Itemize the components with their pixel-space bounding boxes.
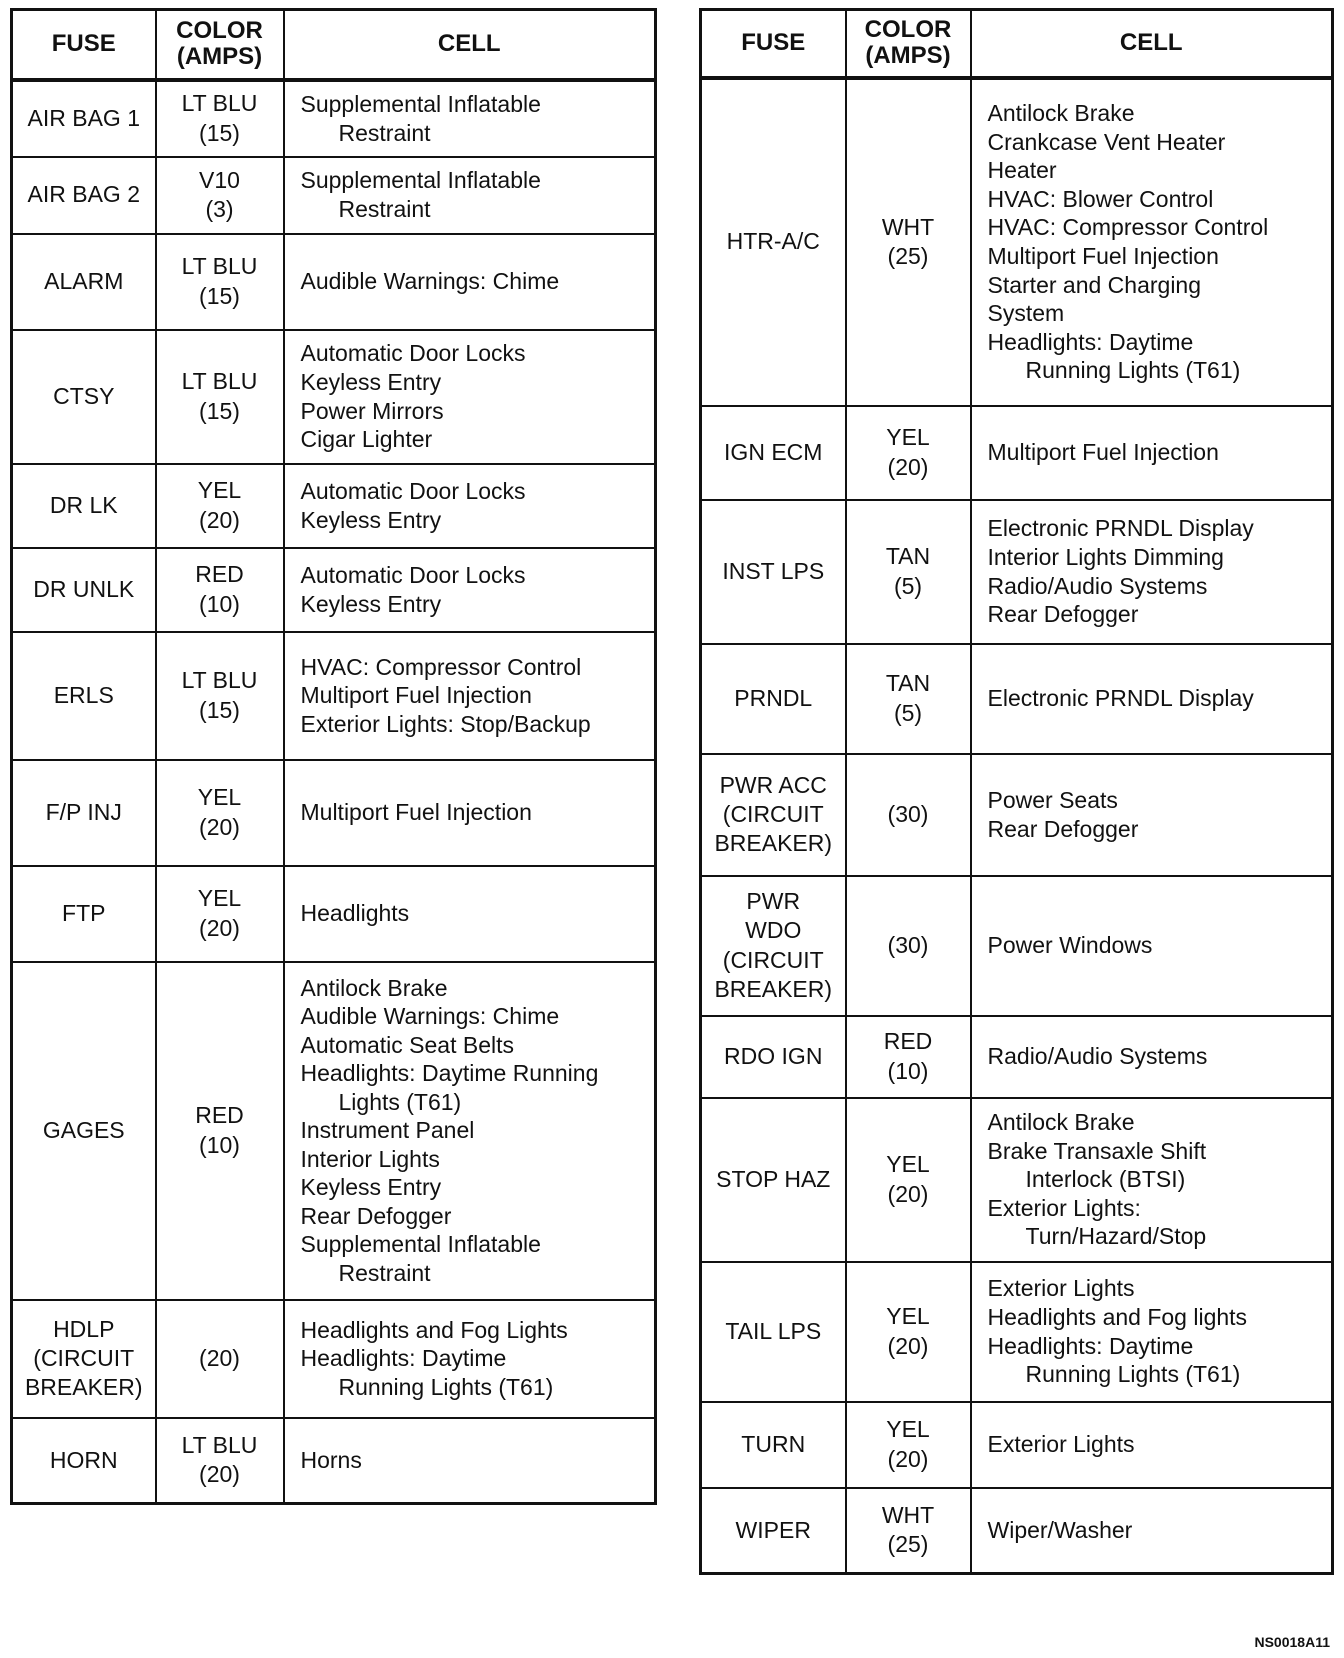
header-cell-label: CELL xyxy=(1119,29,1183,57)
circuit-text: Antilock Brake xyxy=(987,100,1135,127)
circuit-text-continued: Restraint xyxy=(338,1259,431,1286)
header-fuse-label: FUSE xyxy=(741,29,806,57)
circuit-text: Instrument Panel xyxy=(300,1117,475,1144)
color-amps-cell xyxy=(156,866,284,962)
circuit-item xyxy=(301,1145,649,1174)
color-amps: YEL (20) xyxy=(197,784,242,840)
header-cell xyxy=(284,10,656,80)
circuit-list-cell xyxy=(971,500,1333,644)
circuit-item xyxy=(301,425,649,454)
circuit-text: Multiport Fuel Injection xyxy=(300,682,532,709)
circuit-item xyxy=(988,931,1326,960)
fuse-name-cell xyxy=(12,330,156,464)
circuit-item xyxy=(301,368,649,397)
circuit-text: Automatic Door Locks xyxy=(300,340,526,367)
color-amps: TAN (5) xyxy=(885,543,931,599)
circuit-text: Interior Lights xyxy=(300,1145,440,1172)
circuit-item xyxy=(301,1031,649,1060)
header-color xyxy=(846,10,971,78)
circuit-text: Power Seats xyxy=(987,786,1118,813)
circuit-item xyxy=(301,90,649,147)
circuit-text: Cigar Lighter xyxy=(300,426,433,453)
color-amps-cell xyxy=(156,464,284,548)
table-row xyxy=(12,234,656,330)
color-amps-cell xyxy=(156,760,284,866)
table-row xyxy=(12,760,656,866)
fuse-name-cell xyxy=(12,962,156,1300)
fuse-name-cell xyxy=(12,632,156,760)
fuse-name: ERLS xyxy=(53,681,114,708)
circuit-item xyxy=(301,653,649,682)
fuse-name-cell xyxy=(701,1262,846,1402)
color-amps-cell xyxy=(156,80,284,157)
table-row xyxy=(12,1300,656,1418)
fuse-name-cell xyxy=(701,1402,846,1488)
circuit-text: Exterior Lights: Stop/Backup xyxy=(300,710,591,737)
fuse-name-cell xyxy=(12,234,156,330)
color-amps-cell xyxy=(156,632,284,760)
color-amps: RED (10) xyxy=(195,561,244,617)
right-table-body xyxy=(701,78,1333,1574)
circuit-item xyxy=(988,1430,1326,1459)
circuit-item xyxy=(301,974,649,1003)
circuit-text: Multiport Fuel Injection xyxy=(987,243,1219,269)
table-row xyxy=(12,548,656,632)
circuit-text: Rear Defogger xyxy=(987,815,1139,842)
color-amps: (30) xyxy=(887,800,929,827)
color-amps-cell xyxy=(846,406,971,500)
circuit-text: Radio/Audio Systems xyxy=(987,572,1208,599)
color-amps-cell xyxy=(846,78,971,406)
color-amps: LT BLU (15) xyxy=(181,90,258,146)
circuit-item xyxy=(988,1108,1326,1137)
fuse-name: HDLP (CIRCUIT BREAKER) xyxy=(24,1315,143,1401)
color-amps: RED (10) xyxy=(883,1028,933,1084)
table-row xyxy=(12,157,656,234)
circuit-text: Power Windows xyxy=(987,932,1153,959)
header-fuse xyxy=(12,10,156,80)
left-table-body xyxy=(12,80,656,1504)
circuit-item xyxy=(301,166,649,223)
circuit-text: Headlights: Daytime xyxy=(987,328,1194,355)
circuit-list-cell xyxy=(284,157,656,234)
circuit-text: Radio/Audio Systems xyxy=(987,1043,1208,1070)
circuit-item xyxy=(988,1332,1326,1389)
fuse-name: GAGES xyxy=(42,1116,125,1143)
circuit-text: Audible Warnings: Chime xyxy=(300,1003,560,1030)
circuit-text: Supplemental Inflatable xyxy=(300,90,541,117)
table-row xyxy=(701,78,1333,406)
header-cell xyxy=(971,10,1333,78)
circuit-item xyxy=(301,899,649,928)
fuse-name: F/P INJ xyxy=(45,798,122,825)
fuse-name: PWR WDO (CIRCUIT BREAKER) xyxy=(714,888,833,1002)
color-amps: WHT (25) xyxy=(881,213,935,269)
color-amps: YEL (20) xyxy=(886,1303,930,1359)
fuse-name: STOP HAZ xyxy=(716,1165,831,1192)
fuse-name-cell xyxy=(701,500,846,644)
circuit-item xyxy=(988,684,1326,713)
table-row xyxy=(701,1262,1333,1402)
header-color xyxy=(156,10,284,80)
circuit-list-cell xyxy=(971,754,1333,876)
fuse-name: CTSY xyxy=(53,382,115,409)
circuit-item xyxy=(988,128,1326,157)
circuit-text-continued: Restraint xyxy=(338,119,431,146)
circuit-item xyxy=(988,600,1326,629)
table-row xyxy=(12,464,656,548)
circuit-item xyxy=(988,185,1326,214)
fuse-name-cell xyxy=(12,866,156,962)
circuit-item xyxy=(301,1202,649,1231)
color-amps: V10 (3) xyxy=(199,166,240,222)
color-amps-cell xyxy=(846,876,971,1016)
circuit-item xyxy=(988,438,1326,467)
table-row xyxy=(12,962,656,1300)
circuit-list-cell xyxy=(971,876,1333,1016)
circuit-text: Rear Defogger xyxy=(987,601,1139,628)
circuit-text: HVAC: Compressor Control xyxy=(300,653,582,680)
fuse-name-cell xyxy=(701,754,846,876)
header-fuse-label: FUSE xyxy=(51,30,116,58)
color-amps-cell xyxy=(846,1098,971,1262)
color-amps-cell xyxy=(846,1016,971,1098)
circuit-item xyxy=(988,815,1326,844)
circuit-item xyxy=(988,213,1326,242)
circuit-list-cell xyxy=(284,632,656,760)
fuse-name-cell xyxy=(12,80,156,157)
color-amps: (20) xyxy=(199,1344,240,1371)
circuit-list-cell xyxy=(284,234,656,330)
table-row xyxy=(701,1016,1333,1098)
circuit-text: Keyless Entry xyxy=(300,1174,442,1201)
circuit-text: Electronic PRNDL Display xyxy=(987,515,1254,542)
color-amps-cell xyxy=(846,644,971,754)
circuit-list-cell xyxy=(284,866,656,962)
color-amps: TAN (5) xyxy=(885,670,931,726)
color-amps: LT BLU (15) xyxy=(181,667,258,723)
circuit-text-continued: Lights (T61) xyxy=(338,1088,462,1115)
circuit-list-cell xyxy=(284,80,656,157)
circuit-item xyxy=(301,681,649,710)
fuse-name: AIR BAG 1 xyxy=(27,104,140,131)
circuit-item xyxy=(301,1446,649,1475)
table-row xyxy=(701,876,1333,1016)
fuse-name: HTR-A/C xyxy=(726,228,820,255)
circuit-text: Brake Transaxle Shift xyxy=(987,1137,1207,1164)
circuit-text: Heater xyxy=(987,157,1057,184)
diagram-code: NS0018A11 xyxy=(1254,1634,1330,1650)
circuit-item xyxy=(301,1002,649,1031)
fuse-name: IGN ECM xyxy=(724,438,823,465)
fuse-name-cell xyxy=(12,1300,156,1418)
fuse-name: TURN xyxy=(741,1430,806,1457)
circuit-item xyxy=(988,572,1326,601)
fuse-name: HORN xyxy=(49,1446,118,1473)
circuit-text: HVAC: Blower Control xyxy=(987,185,1214,212)
fuse-name: INST LPS xyxy=(722,557,825,584)
table-row xyxy=(12,632,656,760)
circuit-text: Headlights: Daytime xyxy=(300,1345,507,1372)
circuit-item xyxy=(301,397,649,426)
circuit-text: Antilock Brake xyxy=(987,1109,1135,1136)
circuit-text: Supplemental Inflatable xyxy=(300,167,541,194)
fuse-name-cell xyxy=(12,760,156,866)
table-row xyxy=(701,1098,1333,1262)
header-row xyxy=(701,10,1333,78)
circuit-text: Exterior Lights xyxy=(987,1431,1135,1458)
fuse-name-cell xyxy=(12,548,156,632)
circuit-item xyxy=(301,1059,649,1116)
circuit-text: Horns xyxy=(300,1446,362,1473)
circuit-item xyxy=(301,590,649,619)
circuit-item xyxy=(988,1274,1326,1303)
fuse-name-cell xyxy=(701,78,846,406)
fuse-name-cell xyxy=(701,644,846,754)
circuit-text: Wiper/Washer xyxy=(987,1516,1133,1543)
table-row xyxy=(701,1488,1333,1574)
fuse-name-cell xyxy=(12,464,156,548)
circuit-text: Headlights and Fog Lights xyxy=(300,1316,568,1343)
circuit-text-continued: Running Lights (T61) xyxy=(1025,357,1241,384)
color-amps-cell xyxy=(846,1262,971,1402)
circuit-item xyxy=(301,339,649,368)
circuit-item xyxy=(988,1303,1326,1332)
circuit-item xyxy=(988,328,1326,385)
circuit-item xyxy=(988,786,1326,815)
circuit-item xyxy=(988,1516,1326,1545)
circuit-text: Supplemental Inflatable xyxy=(300,1231,541,1258)
circuit-text: HVAC: Compressor Control xyxy=(987,214,1269,241)
circuit-list-cell xyxy=(284,330,656,464)
color-amps: YEL (20) xyxy=(886,1151,930,1207)
color-amps: YEL (20) xyxy=(886,424,930,480)
circuit-text: Keyless Entry xyxy=(300,590,442,617)
color-amps: RED (10) xyxy=(195,1102,244,1158)
circuit-text: Automatic Seat Belts xyxy=(300,1031,514,1058)
circuit-text: Multiport Fuel Injection xyxy=(300,799,532,826)
circuit-text: Audible Warnings: Chime xyxy=(300,268,560,295)
fuse-name-cell xyxy=(12,1418,156,1504)
circuit-item xyxy=(301,710,649,739)
table-row xyxy=(12,1418,656,1504)
circuit-item xyxy=(301,561,649,590)
table-row xyxy=(701,644,1333,754)
color-amps: YEL (20) xyxy=(197,885,242,941)
color-amps: LT BLU (15) xyxy=(181,368,258,424)
fuse-name: DR UNLK xyxy=(33,575,135,602)
color-amps-cell xyxy=(846,1402,971,1488)
fuse-table-left xyxy=(10,8,657,1505)
fuse-name: PWR ACC (CIRCUIT BREAKER) xyxy=(714,771,833,857)
circuit-text: Multiport Fuel Injection xyxy=(987,439,1219,466)
table-row xyxy=(701,500,1333,644)
fuse-name-cell xyxy=(701,1098,846,1262)
circuit-list-cell xyxy=(971,1402,1333,1488)
table-row xyxy=(12,330,656,464)
fuse-name: TAIL LPS xyxy=(725,1317,822,1344)
circuit-text: Starter and Charging xyxy=(987,271,1202,298)
color-amps-cell xyxy=(846,500,971,644)
table-row xyxy=(701,754,1333,876)
circuit-list-cell xyxy=(284,962,656,1300)
color-amps: (30) xyxy=(887,931,929,958)
circuit-text: Automatic Door Locks xyxy=(300,561,526,588)
fuse-name: PRNDL xyxy=(734,684,813,711)
circuit-item xyxy=(301,1230,649,1287)
table-row xyxy=(701,406,1333,500)
circuit-list-cell xyxy=(971,406,1333,500)
color-amps-cell xyxy=(156,330,284,464)
circuit-item xyxy=(301,798,649,827)
circuit-text: Headlights and Fog lights xyxy=(987,1303,1248,1330)
circuit-text: Headlights: Daytime Running xyxy=(300,1060,599,1087)
circuit-text: Rear Defogger xyxy=(300,1202,452,1229)
circuit-text-continued: Interlock (BTSI) xyxy=(1025,1166,1186,1193)
circuit-item xyxy=(301,1344,649,1401)
circuit-text: Power Mirrors xyxy=(300,397,444,424)
fuse-name: WIPER xyxy=(735,1516,811,1543)
fuse-name: ALARM xyxy=(44,267,124,294)
color-amps-cell xyxy=(156,234,284,330)
circuit-text: Headlights xyxy=(300,900,410,927)
circuit-item xyxy=(301,1316,649,1345)
color-amps-cell xyxy=(156,962,284,1300)
color-amps: LT BLU (20) xyxy=(181,1432,258,1488)
circuit-item xyxy=(988,242,1326,271)
circuit-item xyxy=(988,1194,1326,1251)
circuit-list-cell xyxy=(971,1262,1333,1402)
fuse-name-cell xyxy=(701,1488,846,1574)
circuit-list-cell xyxy=(971,1016,1333,1098)
fuse-name: AIR BAG 2 xyxy=(27,181,140,208)
circuit-text-continued: Running Lights (T61) xyxy=(338,1373,554,1400)
color-amps-cell xyxy=(846,1488,971,1574)
color-amps-cell xyxy=(156,1418,284,1504)
header-cell-label: CELL xyxy=(437,30,501,58)
color-amps-cell xyxy=(156,157,284,234)
circuit-list-cell xyxy=(284,464,656,548)
color-amps: WHT (25) xyxy=(881,1502,935,1558)
table-row xyxy=(701,1402,1333,1488)
circuit-item xyxy=(988,1137,1326,1194)
fuse-name: DR LK xyxy=(49,491,118,518)
circuit-item xyxy=(301,1116,649,1145)
circuit-item xyxy=(988,1042,1326,1071)
header-row xyxy=(12,10,656,80)
color-amps: LT BLU (15) xyxy=(181,253,258,309)
fuse-name-cell xyxy=(12,157,156,234)
circuit-text: Automatic Door Locks xyxy=(300,477,526,504)
circuit-text: Interior Lights Dimming xyxy=(987,543,1224,570)
color-amps-cell xyxy=(846,754,971,876)
color-amps-cell xyxy=(156,1300,284,1418)
circuit-text-continued: Turn/Hazard/Stop xyxy=(1025,1223,1207,1250)
header-color-label: COLOR (AMPS) xyxy=(864,15,952,70)
circuit-text: Electronic PRNDL Display xyxy=(987,685,1254,712)
color-amps: YEL (20) xyxy=(197,477,242,533)
circuit-item xyxy=(301,506,649,535)
circuit-item xyxy=(301,267,649,296)
circuit-text: Keyless Entry xyxy=(300,506,442,533)
circuit-list-cell xyxy=(971,644,1333,754)
circuit-item xyxy=(988,99,1326,128)
color-amps-cell xyxy=(156,548,284,632)
fuse-name-cell xyxy=(701,876,846,1016)
circuit-list-cell xyxy=(971,1098,1333,1262)
circuit-text: Antilock Brake xyxy=(300,974,448,1001)
fuse-name: FTP xyxy=(62,899,106,926)
circuit-text: Keyless Entry xyxy=(300,368,442,395)
table-row xyxy=(12,80,656,157)
circuit-text-continued: Restraint xyxy=(338,196,431,222)
fuse-name: RDO IGN xyxy=(724,1042,823,1069)
circuit-item xyxy=(988,156,1326,185)
fuse-name-cell xyxy=(701,1016,846,1098)
circuit-item xyxy=(988,514,1326,543)
circuit-text-continued: Running Lights (T61) xyxy=(1025,1361,1241,1388)
circuit-text: Exterior Lights xyxy=(987,1275,1135,1302)
circuit-list-cell xyxy=(971,78,1333,406)
circuit-list-cell xyxy=(971,1488,1333,1574)
circuit-item xyxy=(988,271,1326,300)
circuit-text: System xyxy=(987,300,1065,327)
circuit-list-cell xyxy=(284,1300,656,1418)
header-fuse xyxy=(701,10,846,78)
circuit-list-cell xyxy=(284,760,656,866)
header-color-label: COLOR (AMPS) xyxy=(176,16,263,71)
table-row xyxy=(12,866,656,962)
circuit-item xyxy=(301,477,649,506)
fuse-name-cell xyxy=(701,406,846,500)
circuit-item xyxy=(988,299,1326,328)
circuit-list-cell xyxy=(284,548,656,632)
circuit-item xyxy=(988,543,1326,572)
color-amps: YEL (20) xyxy=(886,1416,930,1472)
circuit-item xyxy=(301,1173,649,1202)
circuit-list-cell xyxy=(284,1418,656,1504)
circuit-text: Exterior Lights: xyxy=(987,1194,1141,1221)
fuse-table-right xyxy=(699,8,1334,1575)
circuit-text: Headlights: Daytime xyxy=(987,1332,1194,1359)
circuit-text: Crankcase Vent Heater xyxy=(987,128,1226,155)
